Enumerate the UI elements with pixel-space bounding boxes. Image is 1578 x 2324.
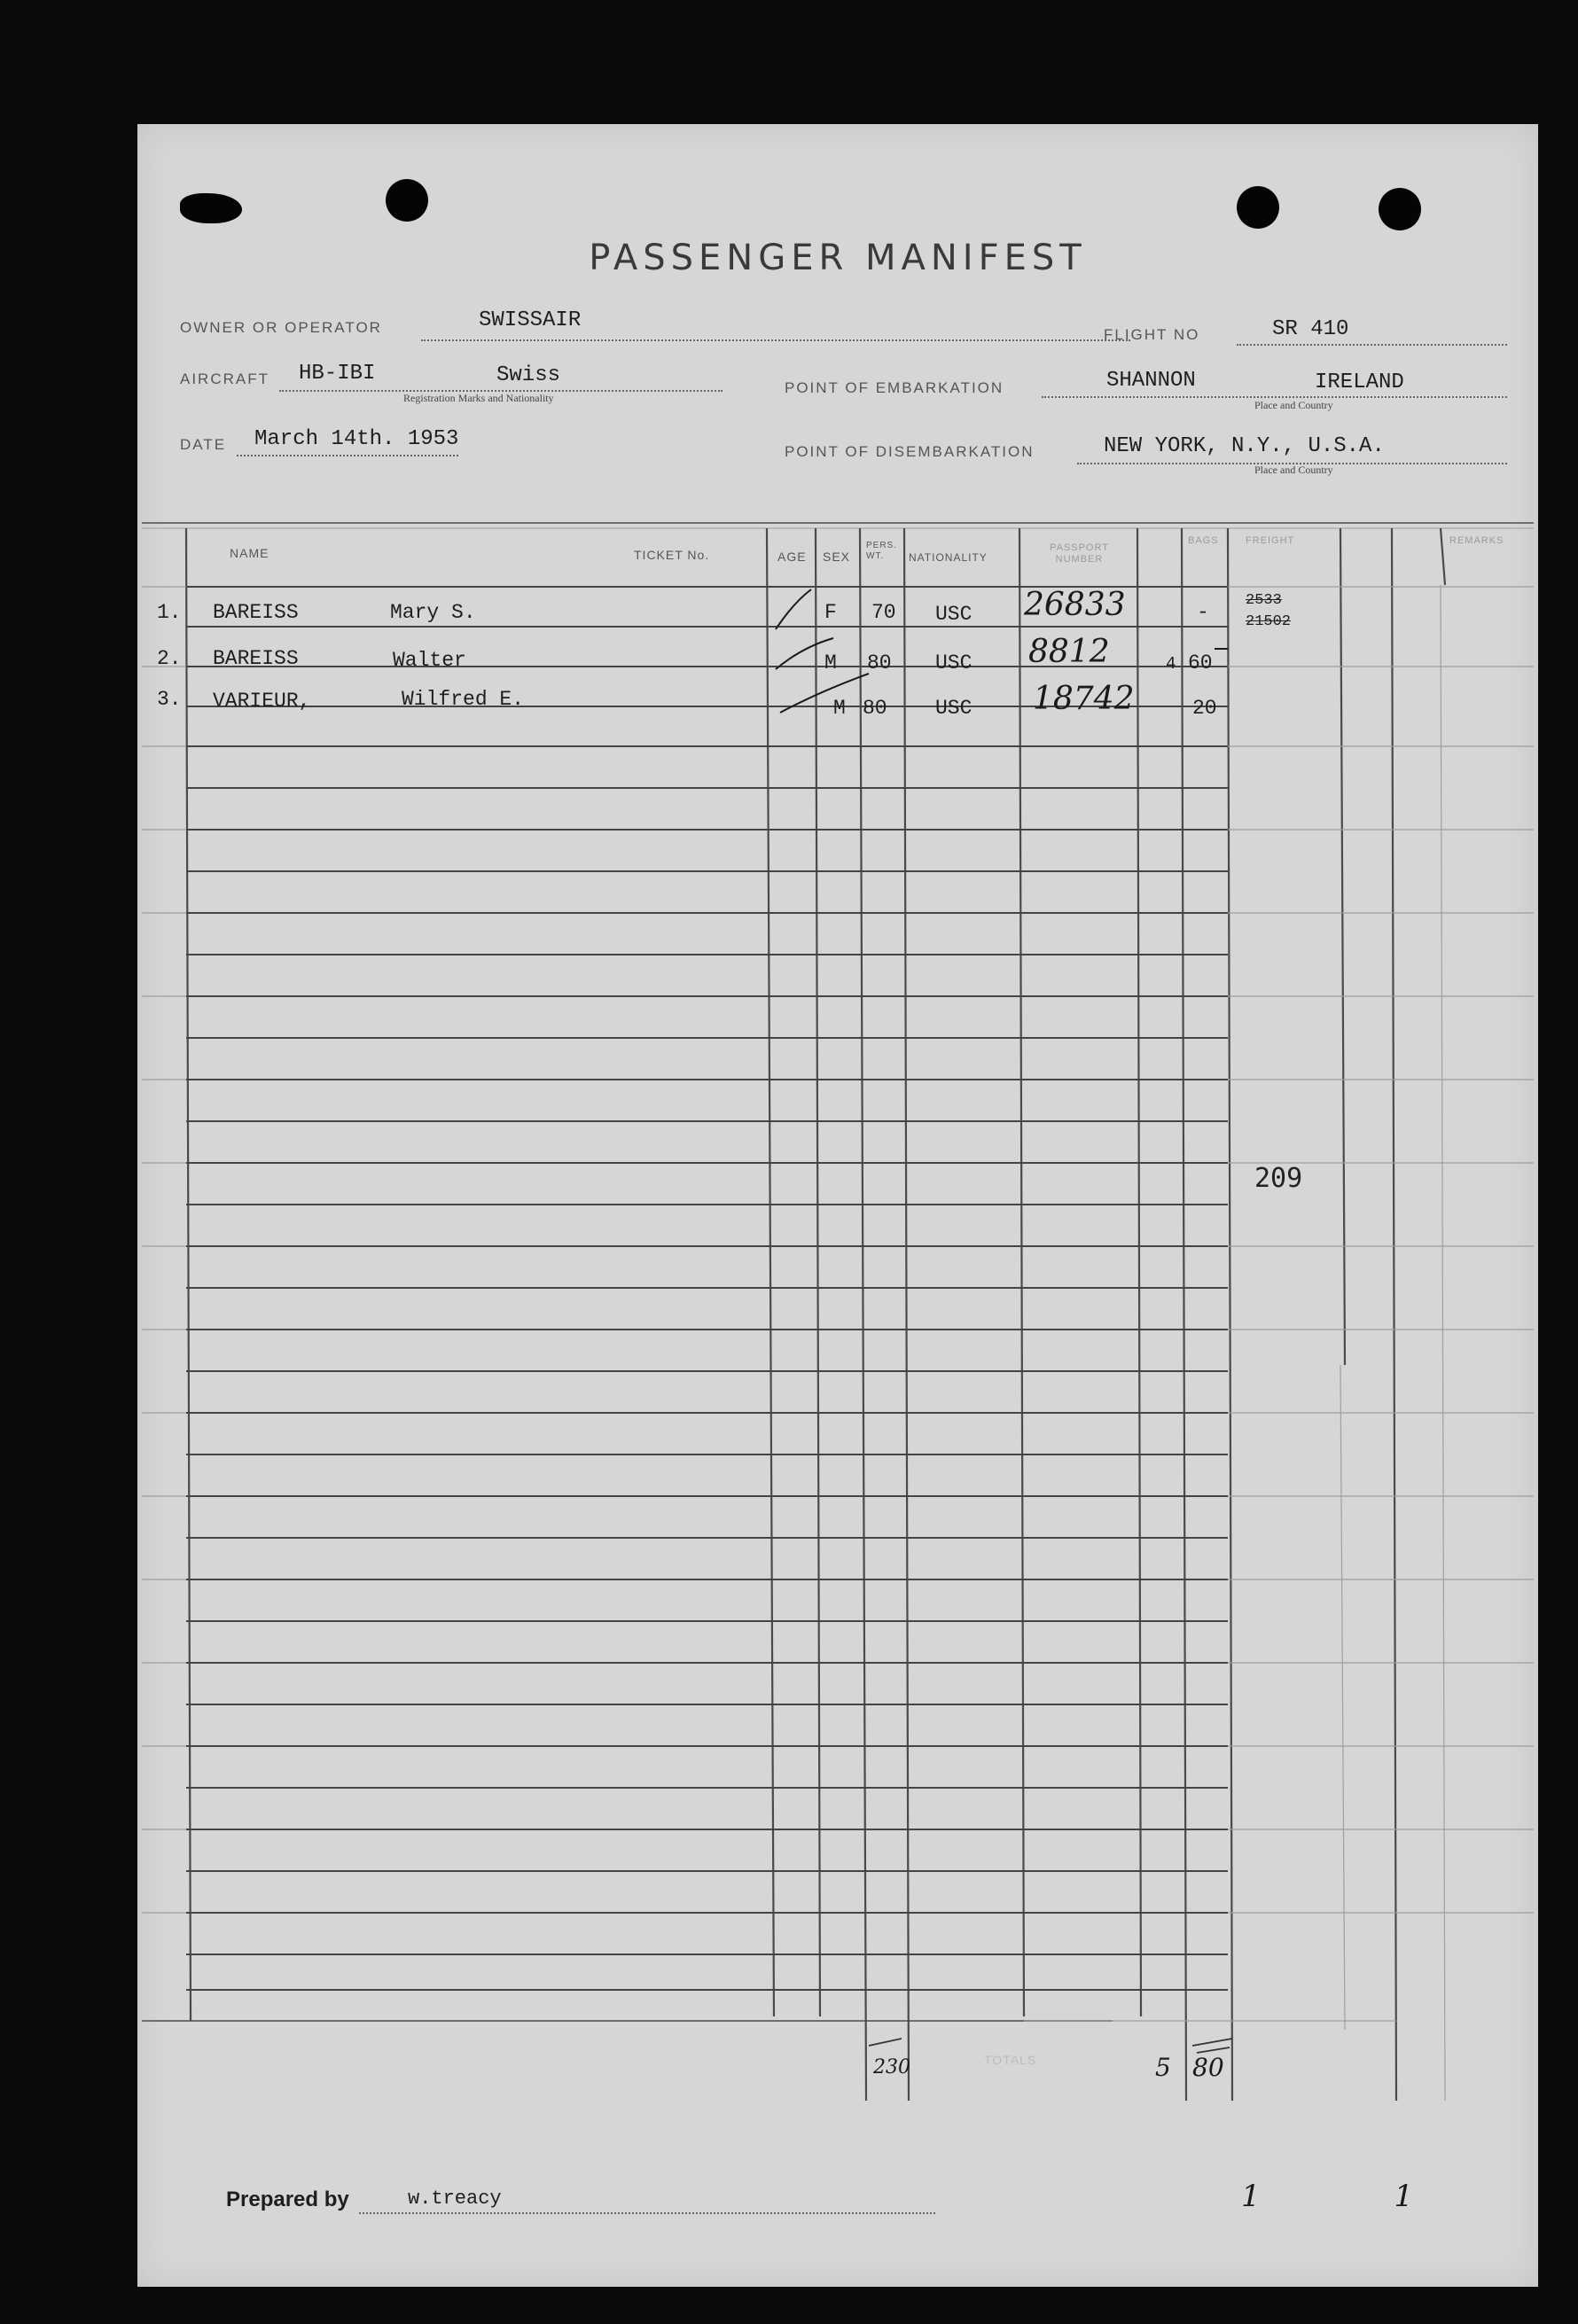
page-stamp: 209 [1254, 1163, 1303, 1194]
passenger-nationality: USC [935, 651, 973, 675]
manifest-sheet [137, 124, 1538, 2287]
total-bags-weight: 80 [1192, 2053, 1224, 2082]
place-country-caption: Place and Country [1254, 464, 1333, 476]
embarkation-label: POINT OF EMBARKATION [785, 379, 1004, 396]
passenger-surname: BAREISS [213, 647, 299, 670]
passenger-surname: VARIEUR, [213, 690, 311, 713]
passenger-bags: 20 [1192, 697, 1217, 720]
passenger-weight: 70 [871, 601, 896, 624]
passenger-bags-count: 4 [1166, 654, 1176, 674]
flight-no-value: SR 410 [1272, 317, 1349, 341]
col-bags-header: BAGS [1188, 535, 1219, 546]
embarkation-country-value: IRELAND [1315, 370, 1404, 394]
passenger-given-name: Walter [393, 649, 466, 672]
passenger-nationality: USC [935, 603, 973, 626]
col-age-header: AGE [777, 550, 807, 564]
passenger-sex: M [833, 697, 846, 720]
passenger-surname: BAREISS [213, 601, 299, 624]
freight-note: 21502 [1246, 613, 1292, 630]
row-number: 3. [157, 688, 182, 711]
owner-operator-value: SWISSAIR [479, 308, 582, 332]
col-sex-header: SEX [823, 550, 851, 564]
passenger-given-name: Mary S. [390, 601, 476, 624]
footer-marks: 1 1 [1241, 2179, 1476, 2214]
col-remarks-header: REMARKS [1449, 535, 1504, 546]
owner-operator-label: OWNER OR OPERATOR [180, 319, 382, 336]
aircraft-reg-value: HB-IBI [299, 362, 376, 386]
aircraft-nationality-value: Swiss [496, 363, 561, 387]
passenger-sex: F [824, 601, 837, 624]
passenger-weight: 80 [863, 697, 887, 720]
manifest-table-grid [137, 124, 1538, 2287]
col-weight-header: PERS. WT. [866, 541, 898, 561]
totals-label: TOTALS [984, 2053, 1037, 2067]
total-weight: 230 [873, 2056, 910, 2078]
date-value: March 14th. 1953 [254, 427, 459, 451]
passenger-passport: 26833 [1024, 587, 1126, 623]
col-ticket-header: TICKET No. [634, 548, 710, 562]
passenger-passport: 18742 [1033, 681, 1135, 717]
col-name-header: NAME [230, 546, 270, 560]
aircraft-label: AIRCRAFT [180, 370, 270, 387]
passenger-bags: 60 [1188, 651, 1213, 675]
passenger-bags: - [1197, 601, 1209, 624]
col-nationality-header: NATIONALITY [909, 551, 988, 564]
passenger-sex: M [824, 651, 837, 675]
disembarkation-value: NEW YORK, N.Y., U.S.A. [1104, 434, 1385, 458]
embarkation-place-value: SHANNON [1106, 369, 1196, 393]
row-number: 1. [157, 601, 182, 624]
registration-caption: Registration Marks and Nationality [403, 392, 554, 404]
form-title: PASSENGER MANIFEST [589, 238, 1087, 278]
passenger-passport: 8812 [1028, 634, 1110, 670]
prepared-by-value: w.treacy [408, 2188, 502, 2210]
row-number: 2. [157, 647, 182, 670]
passenger-weight: 80 [867, 651, 892, 675]
disembarkation-label: POINT OF DISEMBARKATION [785, 443, 1035, 460]
prepared-by-line [359, 2212, 935, 2214]
passenger-nationality: USC [935, 697, 973, 720]
total-bags-count: 5 [1155, 2053, 1171, 2082]
freight-note: 2533 [1246, 592, 1282, 609]
place-country-caption: Place and Country [1254, 399, 1333, 411]
passenger-given-name: Wilfred E. [402, 688, 525, 711]
date-label: DATE [180, 436, 227, 453]
col-passport-header: PASSPORT NUMBER [1050, 542, 1109, 565]
prepared-by-label: Prepared by [226, 2188, 349, 2211]
flight-no-label: FLIGHT NO [1104, 326, 1200, 343]
col-freight-header: FREIGHT [1246, 535, 1295, 546]
